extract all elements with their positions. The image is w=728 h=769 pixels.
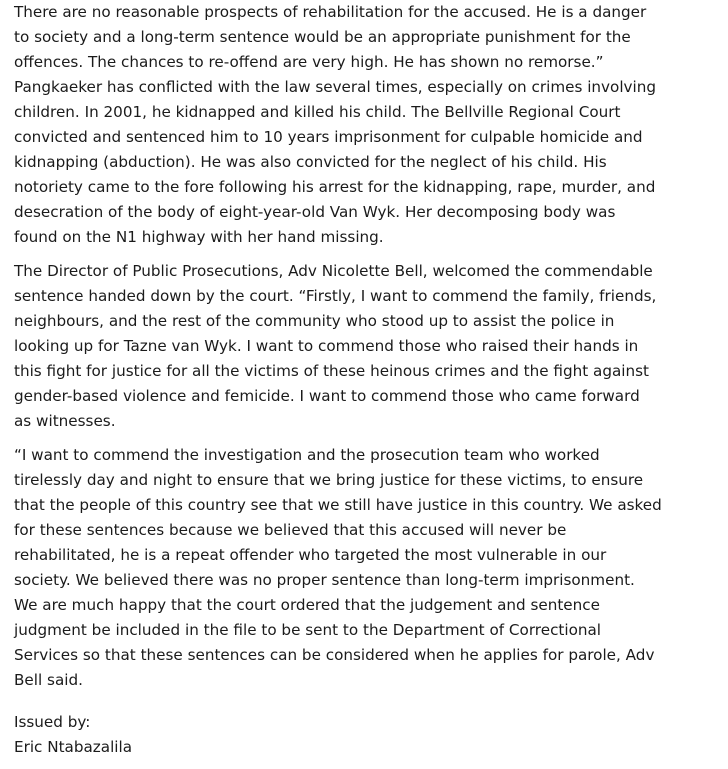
- text-line: sentence handed down by the court. “Firstly, I want to commend the family, friends,: [14, 287, 657, 305]
- text-line: for these sentences because we believed that this accused will never be: [14, 521, 567, 539]
- text-line: children. In 2001, he kidnapped and killed his child. The Bellville Regional Court: [14, 103, 621, 121]
- text-line: The Director of Public Prosecutions, Adv Nicolette Bell, welcomed the commendable: [14, 262, 653, 280]
- text-line: “I want to commend the investigation and the prosecution team who worked: [14, 446, 600, 464]
- text-line: that the people of this country see that we still have justice in this country. We asked: [14, 496, 662, 514]
- text-line: convicted and sentenced him to 10 years imprisonment for culpable homicide and: [14, 128, 643, 146]
- text-line: desecration of the body of eight-year-old Van Wyk. Her decomposing body was: [14, 203, 616, 221]
- text-line: as witnesses.: [14, 412, 116, 430]
- text-line: Pangkaeker has conflicted with the law several times, especially on crimes involving: [14, 78, 657, 96]
- press-release-body: [14, 0, 719, 769]
- issued-by-label: Issued by:: [14, 713, 91, 731]
- text-line: Bell said.: [14, 671, 83, 689]
- text-line: kidnapping (abduction). He was also convicted for the neglect of his child. His: [14, 153, 607, 171]
- text-line: rehabilitated, he is a repeat offender who targeted the most vulnerable in our: [14, 546, 607, 564]
- text-line: offences. The chances to re-offend are very high. He has shown no remorse.”: [14, 53, 604, 71]
- text-line: There are no reasonable prospects of rehabilitation for the accused. He is a danger: [14, 3, 647, 21]
- paragraph-sentencing-remarks: [14, 0, 719, 250]
- text-line: tirelessly day and night to ensure that we bring justice for these victims, to ensure: [14, 471, 644, 489]
- text-line: society. We believed there was no proper sentence than long-term imprisonment.: [14, 571, 635, 589]
- issued-by-name: Eric Ntabazalila: [14, 738, 133, 756]
- text-line: found on the N1 highway with her hand missing.: [14, 228, 384, 246]
- text-line: neighbours, and the rest of the community who stood up to assist the police in: [14, 312, 615, 330]
- text-line: We are much happy that the court ordered that the judgement and sentence: [14, 596, 600, 614]
- text-line: gender-based violence and femicide. I want to commend those who came forward: [14, 387, 640, 405]
- text-line: notoriety came to the fore following his arrest for the kidnapping, rape, murder, and: [14, 178, 656, 196]
- text-line: to society and a long-term sentence would be an appropriate punishment for the: [14, 28, 631, 46]
- text-line: looking up for Tazne van Wyk. I want to commend those who raised their hands in: [14, 337, 639, 355]
- text-line: judgment be included in the file to be sent to the Department of Correctional: [14, 621, 602, 639]
- paragraph-investigation-quote: [14, 443, 719, 693]
- paragraph-dpp-statement: [14, 259, 719, 434]
- text-line: this fight for justice for all the victims of these heinous crimes and the fight against: [14, 362, 649, 380]
- text-line: Services so that these sentences can be considered when he applies for parole, Adv: [14, 646, 655, 664]
